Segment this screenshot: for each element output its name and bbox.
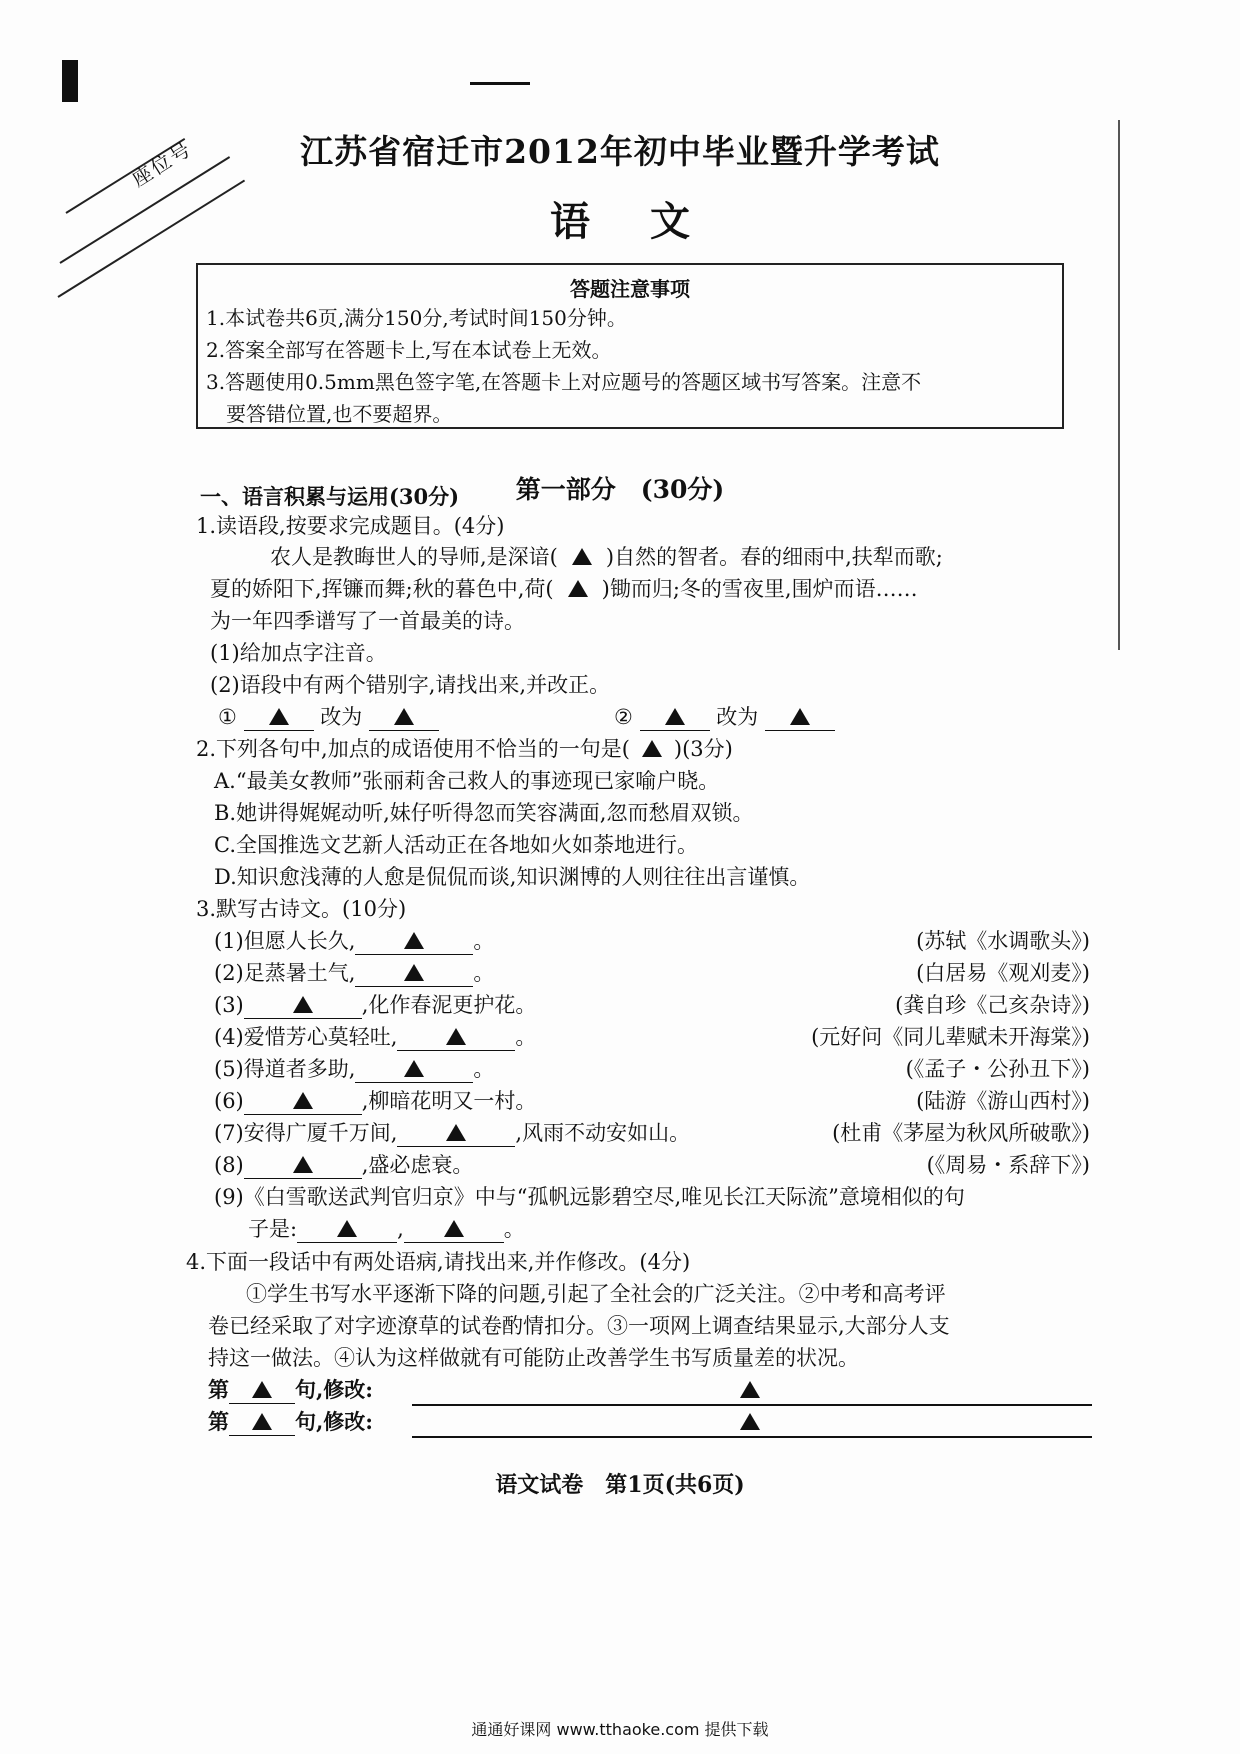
answer-triangle-icon <box>252 1381 272 1398</box>
answer-triangle-icon <box>446 1028 466 1045</box>
answer-line[interactable] <box>412 1404 1092 1406</box>
page-footer: 语文试卷 第1页(共6页) <box>495 1472 745 1498</box>
passage-line: ①学生书写水平逐渐下降的问题,引起了全社会的广泛关注。②中考和高考评 <box>246 1282 946 1306</box>
correction-row: ② 改为 <box>614 703 835 731</box>
part-one-title: 第一部分 (30分) <box>515 475 725 504</box>
question-stem: 4.下面一段话中有两处语病,请找出来,并作修改。(4分) <box>186 1250 691 1274</box>
exam-title: 江苏省宿迁市2012年初中毕业暨升学考试 <box>300 132 940 171</box>
answer-blank[interactable] <box>244 992 362 1019</box>
seat-number-label: 座位号 <box>127 136 197 192</box>
answer-blank[interactable] <box>404 1216 504 1243</box>
question-stem: 2.下列各句中,加点的成语使用不恰当的一句是( )(3分) <box>196 737 733 761</box>
notice-item: 1.本试卷共6页,满分150分,考试时间150分钟。 <box>206 306 627 330</box>
answer-triangle-icon <box>740 1413 760 1430</box>
poem-source: (《孟子・公孙丑下》) <box>905 1057 1090 1081</box>
answer-triangle-icon <box>446 1124 466 1141</box>
answer-triangle-icon <box>790 708 810 725</box>
answer-triangle-icon <box>642 740 662 757</box>
answer-blank[interactable] <box>765 704 835 731</box>
poem-source: (苏轼《水调歌头》) <box>916 929 1090 953</box>
download-credit: 通通好课网 www.tthaoke.com 提供下载 <box>471 1720 769 1739</box>
answer-triangle-icon <box>404 1060 424 1077</box>
correction-row: ① 改为 <box>218 703 439 731</box>
answer-triangle-icon <box>665 708 685 725</box>
answer-row: 第 句,修改: <box>208 1409 374 1434</box>
answer-triangle-icon <box>293 1156 313 1173</box>
answer-blank[interactable] <box>244 704 314 731</box>
answer-triangle-icon <box>572 548 592 565</box>
answer-triangle-icon <box>252 1413 272 1430</box>
poem-item: (6) ,柳暗花明又一村。 <box>214 1089 537 1113</box>
notice-heading: 答题注意事项 <box>570 277 690 301</box>
scan-mark-left <box>62 60 78 102</box>
option-b: B.她讲得娓娓动听,妹仔听得忽而笑容满面,忽而愁眉双锁。 <box>214 801 754 825</box>
notice-box <box>196 263 1064 429</box>
poem-item: (8) ,盛必虑衰。 <box>214 1153 474 1177</box>
sub-question: (1)给加点字注音。 <box>210 641 387 665</box>
question-stem: 1.读语段,按要求完成题目。(4分) <box>196 514 505 538</box>
poem-item: (3) ,化作春泥更护花。 <box>214 993 537 1017</box>
option-d: D.知识愈浅薄的人愈是侃侃而谈,知识渊博的人则往往出言谨慎。 <box>214 865 811 889</box>
scan-mark-top <box>470 82 530 85</box>
answer-blank[interactable] <box>244 1088 362 1115</box>
poem-source: (杜甫《茅屋为秋风所破歌》) <box>832 1121 1090 1145</box>
answer-line[interactable] <box>412 1436 1092 1438</box>
answer-triangle-icon <box>404 964 424 981</box>
answer-triangle-icon <box>404 932 424 949</box>
answer-triangle-icon <box>293 996 313 1013</box>
poem-source: (陆游《游山西村》) <box>916 1089 1090 1113</box>
answer-blank[interactable] <box>355 1056 473 1083</box>
question-stem: 3.默写古诗文。(10分) <box>196 897 407 921</box>
passage-line: 持这一做法。④认为这样做就有可能防止改善学生书写质量差的状况。 <box>208 1346 859 1370</box>
answer-blank[interactable] <box>355 960 473 987</box>
answer-blank[interactable] <box>229 1377 295 1404</box>
answer-triangle-icon <box>337 1220 357 1237</box>
notice-item: 2.答案全部写在答题卡上,写在本试卷上无效。 <box>206 338 612 362</box>
poem-source: (白居易《观刈麦》) <box>916 961 1090 985</box>
poem-source: (龚自珍《己亥杂诗》) <box>895 993 1090 1017</box>
answer-row: 第 句,修改: <box>208 1377 374 1402</box>
option-c: C.全国推选文艺新人活动正在各地如火如荼地进行。 <box>214 833 698 857</box>
answer-blank[interactable] <box>397 1024 515 1051</box>
notice-item: 3.答题使用0.5mm黑色签字笔,在答题卡上对应题号的答题区域书写答案。注意不 <box>206 370 922 394</box>
poem-item: 子是: , 。 <box>248 1217 525 1241</box>
poem-item: (7)安得广厦千万间, ,风雨不动安如山。 <box>214 1121 691 1145</box>
section-one-title: 一、语言积累与运用(30分) <box>200 484 460 509</box>
answer-blank[interactable] <box>297 1216 397 1243</box>
answer-blank[interactable] <box>640 704 710 731</box>
sub-question: (2)语段中有两个错别字,请找出来,并改正。 <box>210 673 611 697</box>
answer-triangle-icon <box>444 1220 464 1237</box>
poem-source: (元好问《同儿辈赋未开海棠》) <box>811 1025 1090 1049</box>
passage-line: 夏的娇阳下,挥镰而舞;秋的暮色中,荷( )锄而归;冬的雪夜里,围炉而语…… <box>210 577 918 601</box>
option-a: A.“最美女教师”张丽莉舍己救人的事迹现已家喻户晓。 <box>214 769 720 793</box>
passage-line: 为一年四季谱写了一首最美的诗。 <box>210 609 525 633</box>
answer-blank[interactable] <box>369 704 439 731</box>
poem-item: (9)《白雪歌送武判官归京》中与“孤帆远影碧空尽,唯见长江天际流”意境相似的句 <box>214 1185 965 1209</box>
notice-item: 要答错位置,也不要超界。 <box>226 402 453 426</box>
answer-blank[interactable] <box>244 1152 362 1179</box>
poem-source: (《周易・系辞下》) <box>926 1153 1090 1177</box>
answer-triangle-icon <box>293 1092 313 1109</box>
poem-item: (1)但愿人长久, 。 <box>214 929 495 953</box>
answer-blank[interactable] <box>229 1409 295 1436</box>
answer-blank[interactable] <box>355 928 473 955</box>
poem-item: (5)得道者多助, 。 <box>214 1057 495 1081</box>
subject-title: 语文 <box>550 198 750 245</box>
passage-line: 农人是教晦世人的导师,是深谙( )自然的智者。春的细雨中,扶犁而歌; <box>270 545 943 569</box>
answer-triangle-icon <box>394 708 414 725</box>
passage-line: 卷已经采取了对字迹潦草的试卷酌情扣分。③一项网上调查结果显示,大部分人支 <box>208 1314 950 1338</box>
poem-item: (4)爱惜芳心莫轻吐, 。 <box>214 1025 537 1049</box>
answer-triangle-icon <box>568 580 588 597</box>
poem-item: (2)足蒸暑土气, 。 <box>214 961 495 985</box>
answer-blank[interactable] <box>397 1120 515 1147</box>
answer-triangle-icon <box>269 708 289 725</box>
answer-triangle-icon <box>740 1381 760 1398</box>
